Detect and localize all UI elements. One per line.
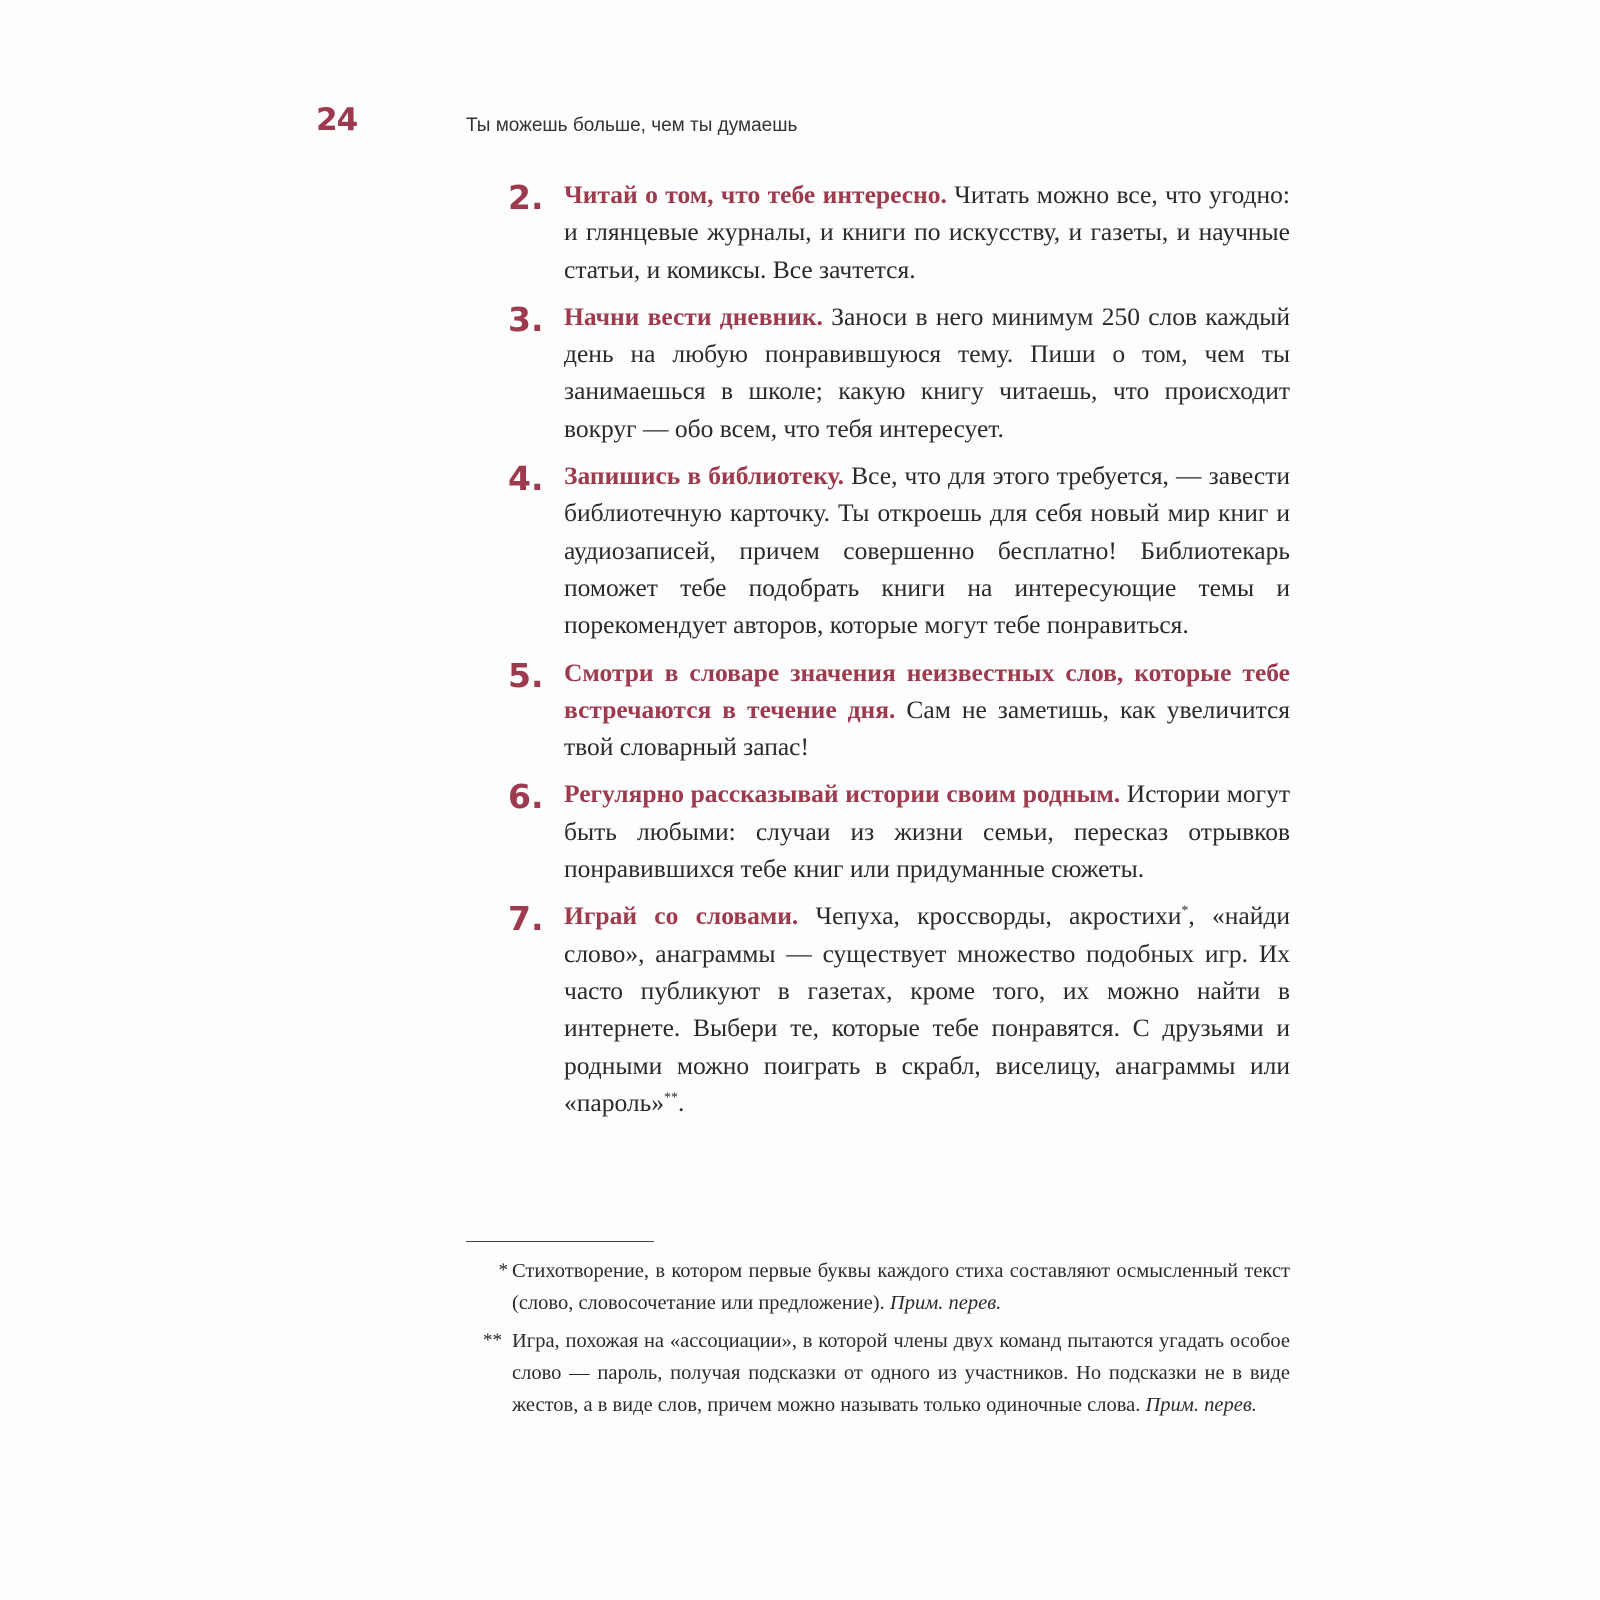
- item-number: 3.: [508, 299, 544, 339]
- item-number: 4.: [508, 459, 544, 499]
- item-number: 2.: [508, 178, 544, 217]
- item-text: [564, 897, 1290, 1121]
- item-lead: Начни вести дневник.: [564, 301, 823, 331]
- footnote-text: [512, 1325, 1290, 1421]
- item-lead: Регулярно рассказывай истории своим родным.: [564, 779, 1121, 809]
- item-body: Сам не заметишь, как увеличится твой словарный запас!: [564, 694, 1290, 762]
- footnote-ref[interactable]: **: [663, 1090, 678, 1106]
- tips-list: [508, 176, 1288, 1131]
- item-lead: Запишись в библиотеку.: [564, 461, 844, 491]
- footnote-divider: [466, 1241, 654, 1242]
- item-body: Истории могут быть любыми: случаи из жизни семьи, пересказ отрывков понравившихся тебе книг или придуманные сюжеты.: [564, 779, 1290, 884]
- item-text: [564, 457, 1290, 643]
- page-number: 24: [316, 102, 358, 138]
- item-body: Заноси в него минимум 250 слов каждый день на любую понравившуюся тему. Пиши о том, чем ты занимаешься в школе; какую книгу читаешь, что происходит вокруг — обо всем, что тебя интересует.: [564, 301, 1290, 443]
- item-text: [564, 176, 1290, 288]
- footnote: [466, 1325, 1290, 1421]
- list-item: [508, 298, 1288, 447]
- list-item: [508, 897, 1288, 1121]
- item-body: .: [677, 1087, 685, 1117]
- footnote-body: Стихотворение, в котором первые буквы каждого стиха составляют осмысленный текст (слово, словосочетание или предложение).: [512, 1260, 1290, 1314]
- item-text: [564, 654, 1290, 766]
- footnote-mark: **: [483, 1330, 502, 1351]
- footnote-body: Игра, похожая на «ассоциации», в которой члены двух команд пытаются угадать особое слово — пароль, получая подсказки от одного из участников. Но подсказки не в виде жестов, а в виде слов, причем можно называть только одиночные слова.: [512, 1330, 1290, 1416]
- list-item: [508, 457, 1288, 643]
- footnotes: [466, 1255, 1290, 1427]
- item-body: Чепуха, кроссворды, акростихи: [798, 901, 1182, 931]
- footnote-text: [512, 1255, 1290, 1319]
- item-number: 6.: [508, 777, 544, 817]
- item-lead: Играй со словами.: [564, 901, 799, 931]
- translator-note: Прим. перев.: [889, 1292, 1002, 1314]
- item-lead: Читай о том, что тебе интересно.: [564, 180, 947, 209]
- footnote-ref[interactable]: *: [1181, 903, 1189, 919]
- footnote: [466, 1255, 1290, 1319]
- footnote-mark: *: [498, 1260, 508, 1281]
- list-item: [508, 775, 1288, 887]
- running-title: Ты можешь больше, чем ты думаешь: [466, 115, 798, 136]
- item-text: [564, 298, 1290, 447]
- list-item: [508, 176, 1288, 288]
- item-body: , «найди слово», анаграммы — существует множество подобных игр. Их часто публикуют в газетах, кроме того, их можно найти в интернете. Выбери те, которые тебе понравятся. С друзьями и родными можно поиграть в скрабл, виселицу, анаграммы или «пароль»: [564, 901, 1290, 1117]
- item-lead: Смотри в словаре значения неизвестных слов, которые тебе встречаются в течение дня.: [564, 657, 1290, 724]
- translator-note: Прим. перев.: [1145, 1394, 1257, 1416]
- item-body: Читать можно все, что угодно: и глянцевые журналы, и книги по искусству, и газеты, и научные статьи, и комиксы. Все зачтется.: [564, 180, 1290, 284]
- item-body: Все, что для этого требуется, — завести библиотечную карточку. Ты откроешь для себя новый мир книг и аудиозаписей, причем совершенно бесплатно! Библиотекарь поможет тебе подобрать книги на интересующие темы и порекомендует авторов, которые могут тебе понравиться.: [564, 461, 1290, 640]
- item-text: [564, 775, 1290, 887]
- list-item: [508, 654, 1288, 766]
- item-number: 7.: [508, 899, 544, 939]
- item-number: 5.: [508, 655, 544, 695]
